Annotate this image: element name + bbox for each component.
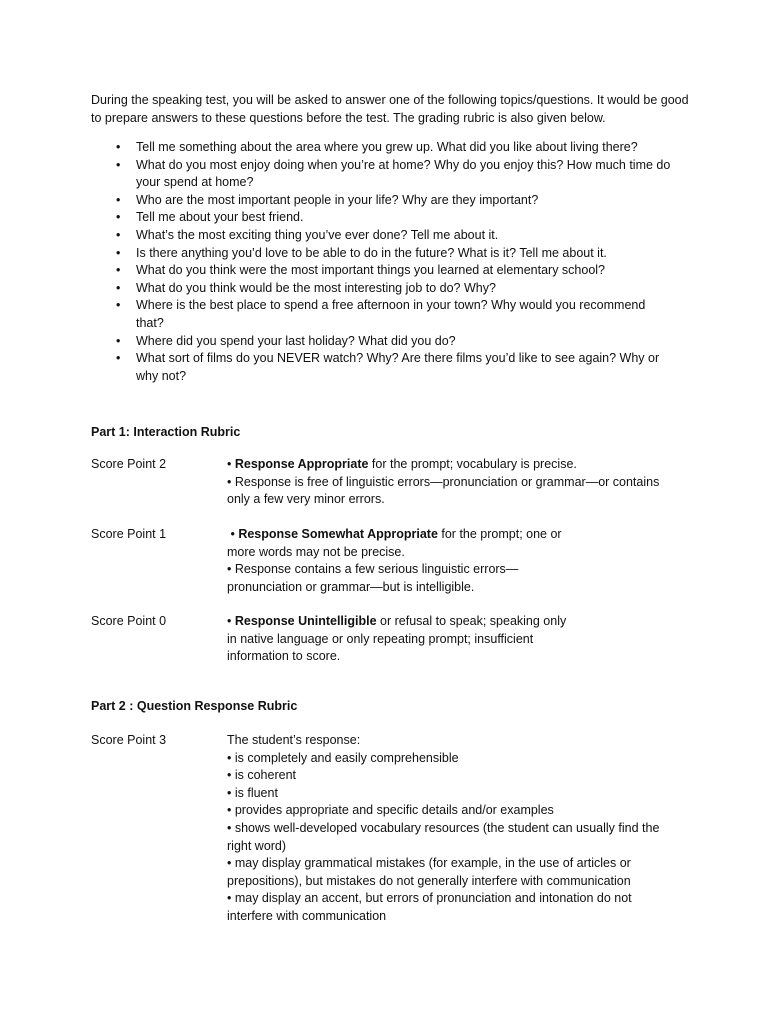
bullet-icon: • [116,333,121,348]
bullet-icon: • [116,351,121,366]
criterion-line [227,526,572,561]
question-text: What do you most enjoy doing when you’re at home? Why do you enjoy this? How much time do your spend at home? [136,157,671,190]
bullet-icon: • [116,192,121,207]
question-text: Is there anything you’d love to be able to do in the future? What is it? Tell me about it. [136,245,607,260]
score-point-description [227,732,667,926]
score-point-label: Score Point 3 [91,733,167,747]
bullet-icon: • [116,280,121,295]
question-text: Tell me something about the area where you grew up. What did you like about living there? [136,140,638,154]
score-point-description [227,613,572,666]
question-list [116,139,676,385]
criterion-text: for the prompt; vocabulary is precise. [368,457,577,471]
criterion-line: • is coherent [227,768,296,783]
list-item [116,333,676,351]
criterion-line: • may display an accent, but errors of pronunciation and intonation do not interfere with communication [227,891,632,923]
criterion-line: • is fluent [227,785,278,800]
question-text: Where is the best place to spend a free afternoon in your town? Why would you recommend that? [136,298,646,330]
criterion-text: or refusal to speak; speaking only in native language or only repeating prompt; insufficient information to score. [227,614,567,664]
list-item [116,227,676,245]
criterion-line: • shows well-developed vocabulary resources (the student can usually find the right word) [227,820,660,853]
list-item [116,209,676,227]
question-text: Who are the most important people in your life? Why are they important? [136,192,539,207]
list-item [116,139,676,157]
question-text: What sort of films do you NEVER watch? Why? Are there films you’d like to see again? Why or why not? [136,351,660,383]
bullet-icon: • [227,614,235,628]
question-text: What do you think would be the most interesting job to do? Why? [136,280,496,295]
criterion-line: • is completely and easily comprehensible [227,750,459,765]
list-item [116,245,676,263]
criterion-line: • may display grammatical mistakes (for example, in the use of articles or prepositions), but mistakes do not generally interfere with communication [227,856,631,888]
list-item [116,280,676,298]
bullet-icon: • [227,527,239,541]
bullet-icon: • [116,263,121,278]
part2-heading: Part 2 : Question Response Rubric [91,699,298,713]
criterion-bold: Response Appropriate [234,457,369,471]
question-text: Tell me about your best friend. [136,210,304,225]
question-text: What do you think were the most important things you learned at elementary school? [136,263,606,278]
criterion-bold: Response Unintelligible [234,614,377,628]
criterion-line: • Response contains a few serious linguistic errors—pronunciation or grammar—but is intelligible. [227,562,519,594]
part1-heading: Part 1: Interaction Rubric [91,425,241,439]
criterion-line [227,613,572,666]
list-item [116,350,676,385]
bullet-icon: • [227,457,235,471]
bullet-icon: • [116,210,121,225]
list-item [116,297,676,332]
bullet-icon: • [116,298,121,313]
score-point-label: Score Point 1 [91,527,167,541]
score-point-description [227,456,677,509]
bullet-icon: • [116,245,121,260]
score-point-label: Score Point 2 [91,457,167,471]
score-point-description [227,526,572,596]
criterion-line: The student’s response: [227,733,361,747]
bullet-icon: • [116,157,121,172]
list-item [116,157,676,192]
bullet-icon: • [116,227,121,242]
intro-paragraph: During the speaking test, you will be asked to answer one of the following topics/questions. It would be good to prepare answers to these questions before the test. The grading rubric is also given below. [91,93,689,125]
list-item [116,192,676,210]
list-item [116,262,676,280]
criterion-line [227,456,677,474]
bullet-icon: • [116,140,121,154]
criterion-line: • Response is free of linguistic errors—pronunciation or grammar—or contains only a few very minor errors. [227,474,660,507]
score-point-label: Score Point 0 [91,614,167,628]
criterion-line: • provides appropriate and specific details and/or examples [227,803,554,818]
criterion-bold: Response Somewhat Appropriate [238,527,438,541]
criterion-text: for the prompt; one or more words may not be precise. [227,527,562,559]
question-text: Where did you spend your last holiday? What did you do? [136,333,456,348]
question-text: What’s the most exciting thing you’ve ever done? Tell me about it. [136,227,499,242]
